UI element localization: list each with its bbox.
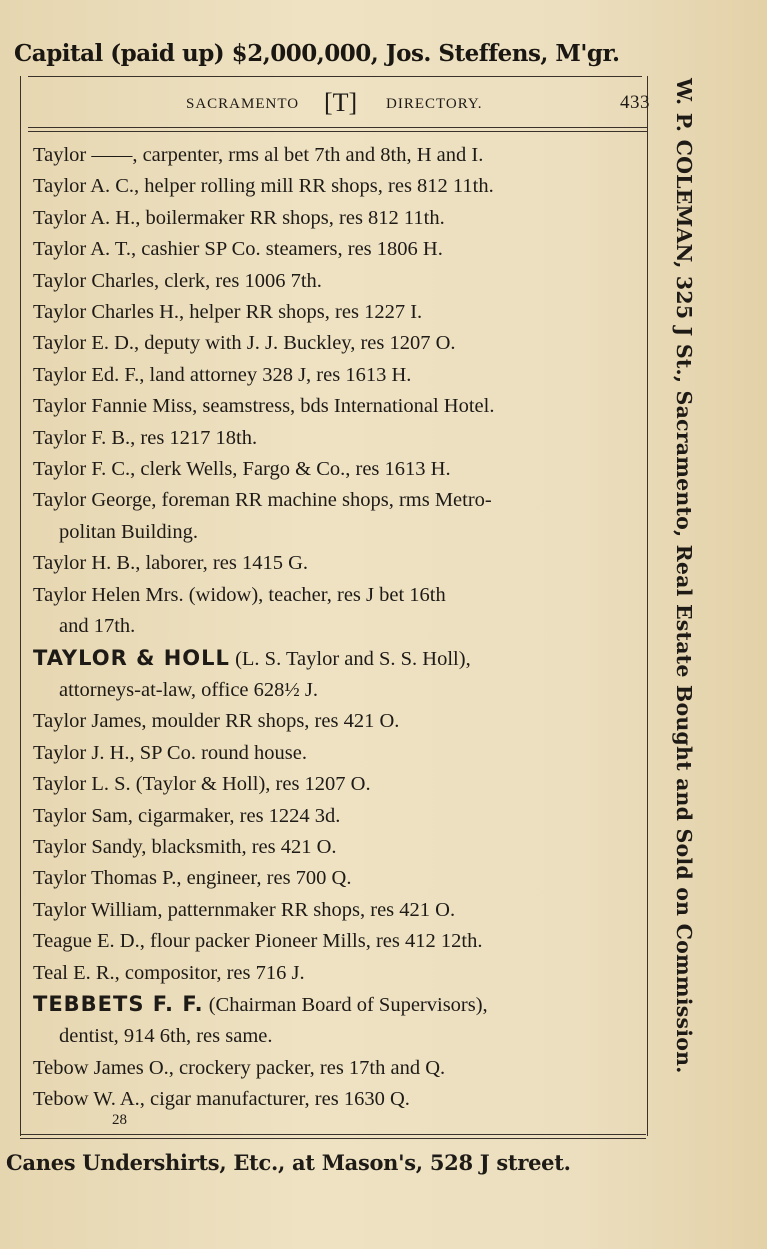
entry-line: Tebow W. A., cigar manufacturer, res 1630 Q. <box>33 1088 410 1111</box>
directory-entry <box>33 1084 645 1115</box>
entry-text: (Chairman Board of Supervisors), <box>203 993 488 1016</box>
entry-line: Taylor Thomas P., engineer, res 700 Q. <box>33 867 352 890</box>
directory-entry <box>33 832 645 863</box>
entry-line: Taylor Fannie Miss, seamstress, bds International Hotel. <box>33 395 495 418</box>
directory-entry <box>33 643 645 707</box>
running-head <box>28 88 650 122</box>
entry-continuation-line: attorneys-at-law, office 628½ J. <box>59 678 319 701</box>
entry-line: Taylor Charles, clerk, res 1006 7th. <box>33 269 322 292</box>
directory-entry <box>33 738 645 769</box>
entry-line: Taylor Helen Mrs. (widow), teacher, res J bet 16th <box>33 583 446 606</box>
directory-entry <box>33 391 645 422</box>
frame-top-rule <box>28 76 642 77</box>
running-head-title: DIRECTORY. <box>386 96 483 112</box>
directory-entry <box>33 958 645 989</box>
entry-line: Taylor J. H., SP Co. round house. <box>33 741 307 764</box>
entry-line: Taylor William, patternmaker RR shops, res 421 O. <box>33 898 456 921</box>
entry-line: Taylor F. C., clerk Wells, Fargo & Co., res 1613 H. <box>33 458 451 481</box>
directory-entry <box>33 423 645 454</box>
entry-line: Taylor E. D., deputy with J. J. Buckley, res 1207 O. <box>33 332 456 355</box>
directory-entry <box>33 1053 645 1084</box>
footer-rule-thin <box>20 1138 646 1139</box>
running-head-letter-mark: [T] <box>324 88 358 117</box>
directory-entry <box>33 297 645 328</box>
signature-number: 28 <box>112 1112 127 1128</box>
directory-entry <box>33 171 645 202</box>
directory-entry <box>33 863 645 894</box>
entry-line: Taylor A. H., boilermaker RR shops, res 812 11th. <box>33 206 445 229</box>
top-advertisement-banner: Capital (paid up) $2,000,000, Jos. Steffens, M'gr. <box>14 40 620 67</box>
entry-line: Taylor Sam, cigarmaker, res 1224 3d. <box>33 804 341 827</box>
entry-line: Taylor F. B., res 1217 18th. <box>33 426 258 449</box>
directory-entry <box>33 706 645 737</box>
entry-line: Taylor James, moulder RR shops, res 421 O. <box>33 710 400 733</box>
entry-continuation-line: dentist, 914 6th, res same. <box>59 1025 273 1048</box>
entry-bold-name: TEBBETS F. F. <box>33 991 204 1016</box>
side-advertisement-text: W. P. COLEMAN, 325 J St., Sacramento, Real Estate Bought and Sold on Commission. <box>672 78 696 1074</box>
entry-line: Teague E. D., flour packer Pioneer Mills, res 412 12th. <box>33 930 483 953</box>
directory-entry <box>33 360 645 391</box>
directory-entry <box>33 769 645 800</box>
directory-entry <box>33 485 645 548</box>
entry-line: Tebow James O., crockery packer, res 17th and Q. <box>33 1056 446 1079</box>
entry-text: (L. S. Taylor and S. S. Holl), <box>229 647 471 670</box>
entry-line <box>33 989 645 1021</box>
entry-line: Taylor A. C., helper rolling mill RR shops, res 812 11th. <box>33 175 494 198</box>
entry-line: Taylor A. T., cashier SP Co. steamers, res 1806 H. <box>33 238 443 261</box>
entry-continuation-line: politan Building. <box>59 520 198 543</box>
directory-entry <box>33 328 645 359</box>
directory-entry <box>33 454 645 485</box>
entry-line: Taylor George, foreman RR machine shops, rms Metro- <box>33 489 492 512</box>
header-rule-thin <box>28 131 648 132</box>
footer-rule <box>20 1134 646 1135</box>
entry-line: Taylor Charles H., helper RR shops, res 1227 I. <box>33 301 423 324</box>
running-head-city: SACRAMENTO <box>186 96 300 112</box>
entry-line: Taylor Sandy, blacksmith, res 421 O. <box>33 835 337 858</box>
entry-line <box>33 643 645 675</box>
entry-line: Taylor Ed. F., land attorney 328 J, res 1613 H. <box>33 363 412 386</box>
directory-entry <box>33 580 645 643</box>
directory-entry <box>33 989 645 1053</box>
directory-entries <box>33 140 645 1116</box>
directory-entry <box>33 203 645 234</box>
entry-line: Taylor H. B., laborer, res 1415 G. <box>33 552 308 575</box>
directory-entry <box>33 926 645 957</box>
directory-entry <box>33 548 645 579</box>
directory-entry <box>33 234 645 265</box>
directory-entry <box>33 895 645 926</box>
bottom-advertisement-banner: Canes Undershirts, Etc., at Mason's, 528 J street. <box>6 1150 571 1175</box>
side-advertisement-banner <box>660 78 700 1148</box>
entry-continuation-line: and 17th. <box>59 615 136 638</box>
entry-bold-name: TAYLOR & HOLL <box>33 645 230 670</box>
entry-line: Taylor ——, carpenter, rms al bet 7th and 8th, H and I. <box>33 144 484 166</box>
entry-line: Taylor L. S. (Taylor & Holl), res 1207 O. <box>33 773 371 796</box>
entry-line: Teal E. R., compositor, res 716 J. <box>33 961 305 984</box>
directory-entry <box>33 801 645 832</box>
directory-entry <box>33 266 645 297</box>
page-number: 433 <box>620 92 650 113</box>
directory-entry <box>33 140 645 171</box>
header-rule <box>28 127 648 128</box>
